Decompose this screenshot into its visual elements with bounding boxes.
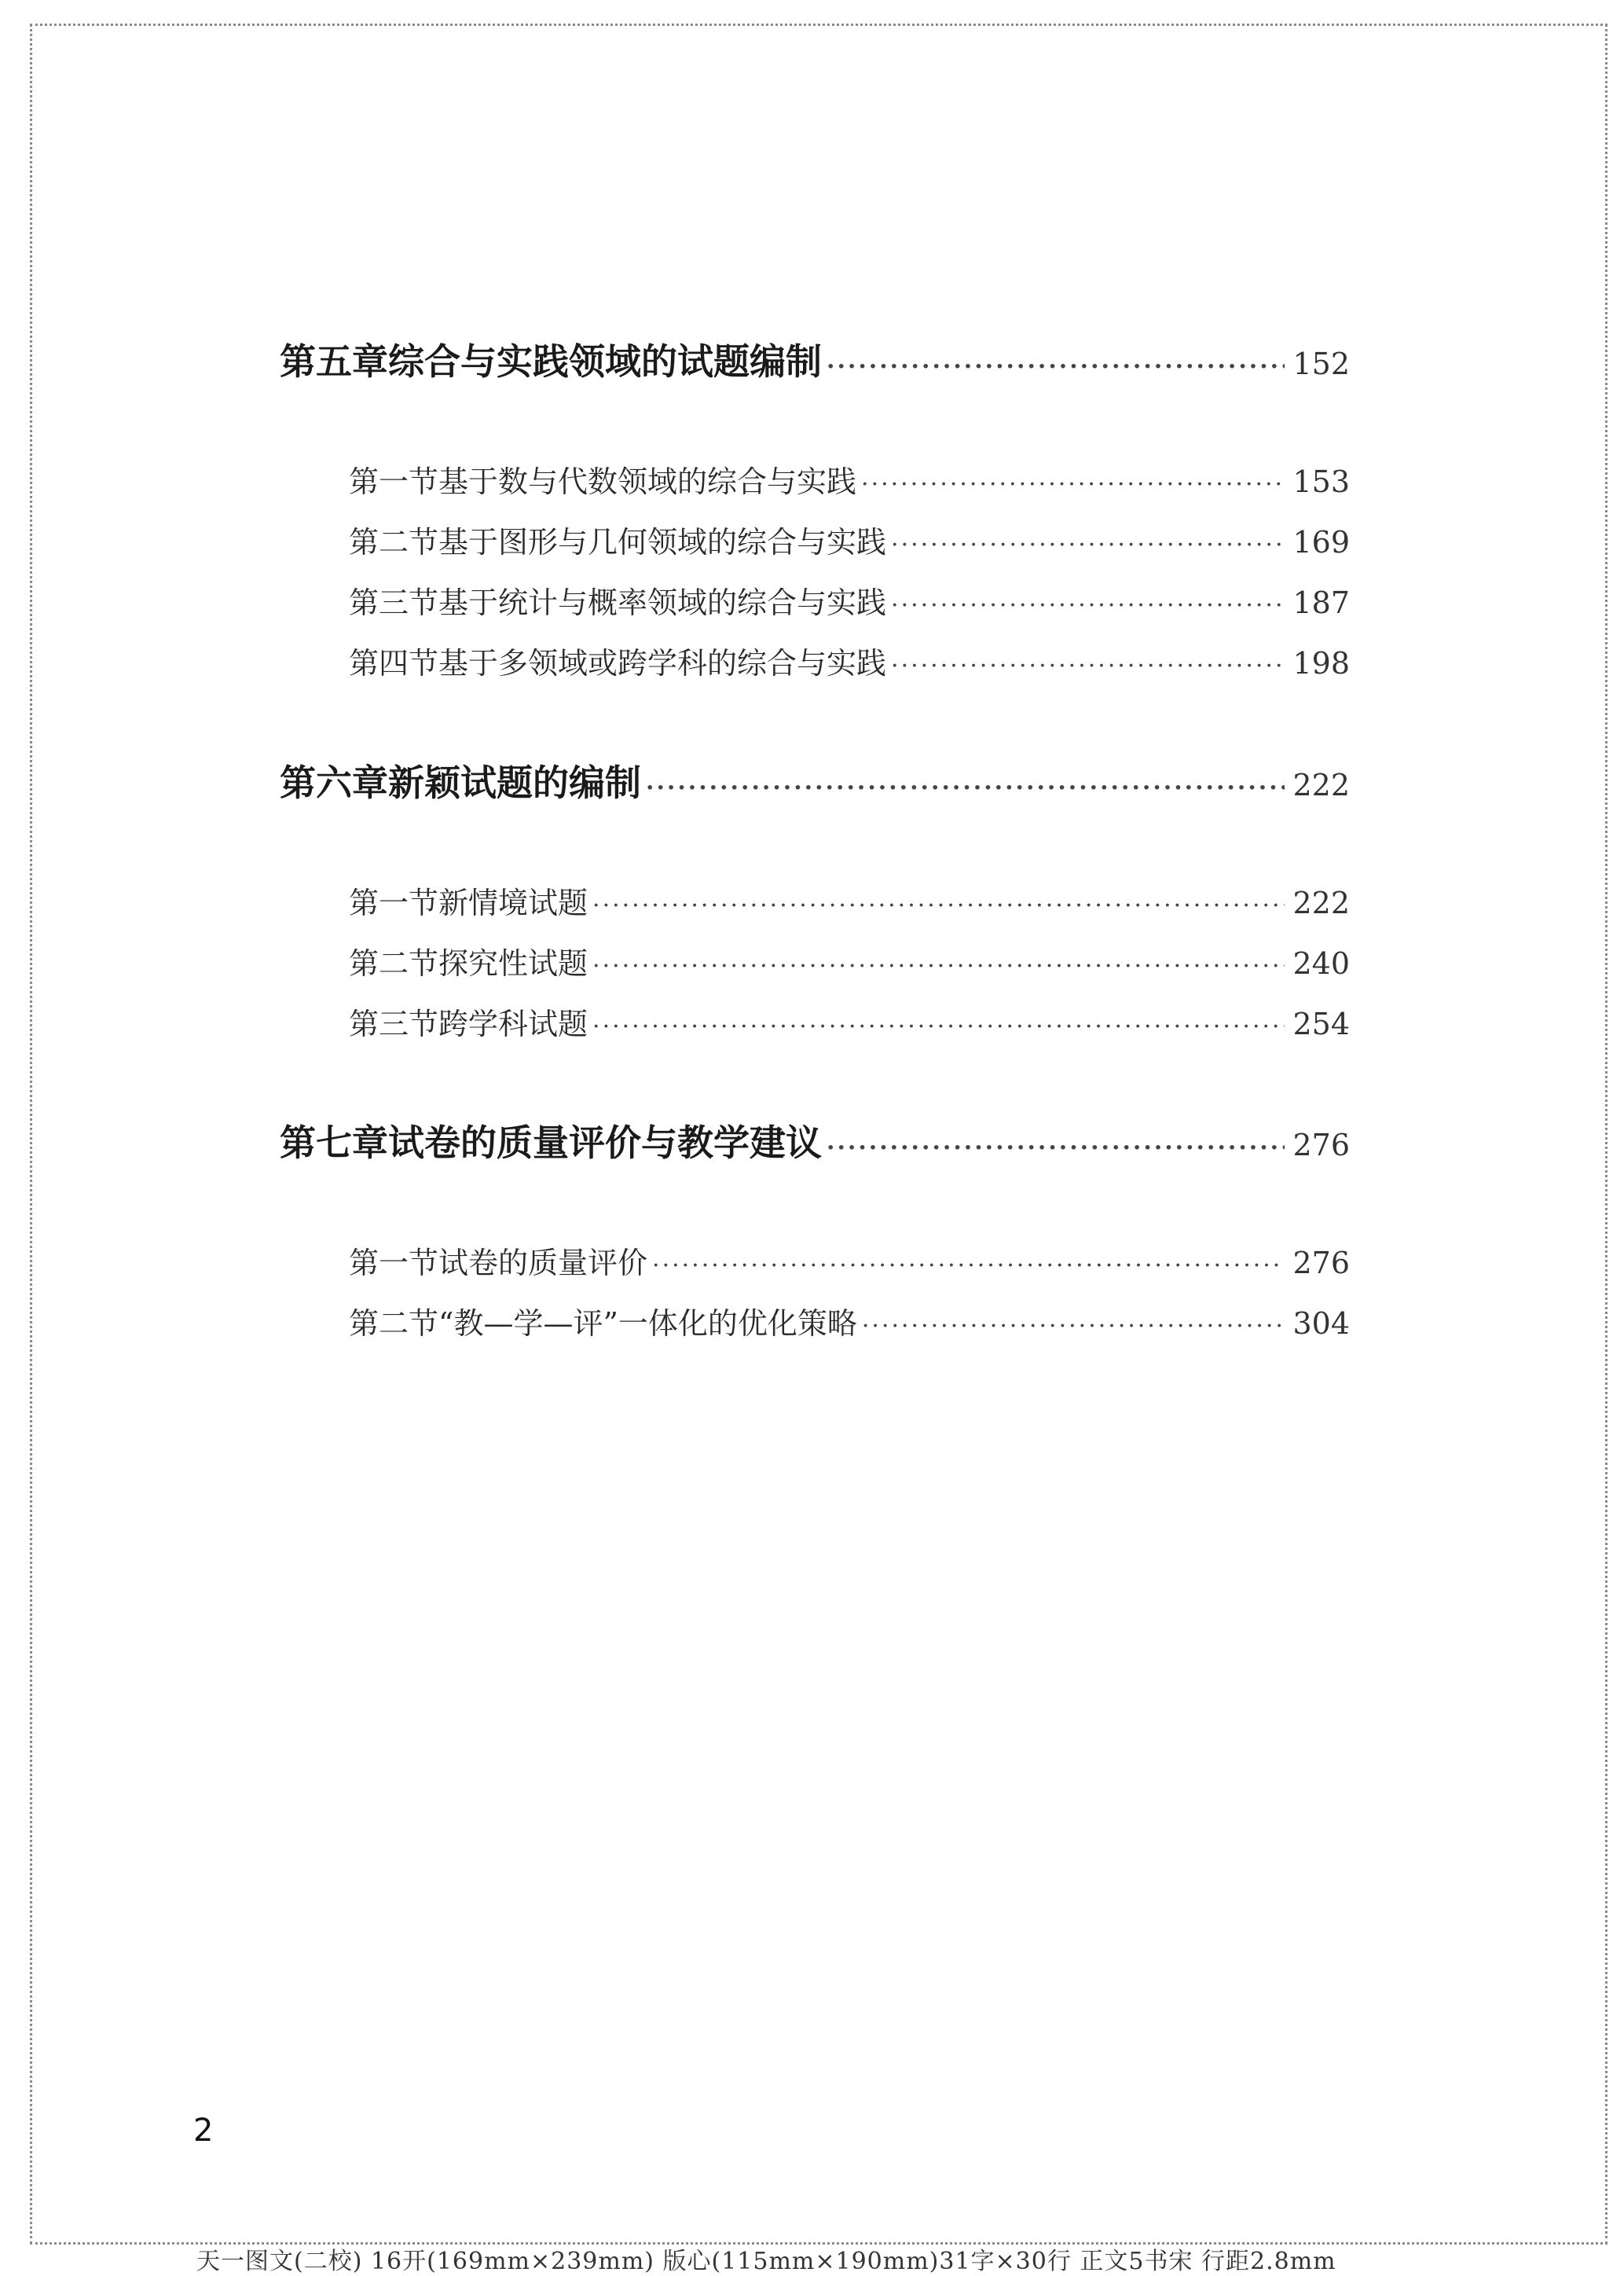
- section-label: 第二节: [349, 525, 439, 560]
- toc-section-6-1[interactable]: [280, 879, 1350, 922]
- section-title: 基于图形与几何领域的综合与实践: [438, 525, 887, 560]
- toc-section-5-4[interactable]: [280, 639, 1350, 682]
- section-page-number: 240: [1292, 946, 1350, 981]
- dot-leader: [827, 353, 1285, 380]
- dot-leader: [592, 953, 1285, 980]
- dot-leader: [891, 652, 1285, 680]
- toc-chapter-7[interactable]: [280, 1114, 1350, 1166]
- section-page-number: 222: [1292, 886, 1350, 920]
- dot-leader: [827, 1134, 1285, 1162]
- section-label: 第二节: [349, 1306, 439, 1341]
- dot-leader: [891, 531, 1285, 559]
- chapter-title: 试卷的质量评价与教学建议: [388, 1121, 822, 1164]
- toc-section-6-3[interactable]: [280, 1000, 1350, 1043]
- toc-section-6-2[interactable]: [280, 939, 1350, 982]
- chapter-page-number: 276: [1292, 1128, 1350, 1162]
- chapter-label: 第六章: [280, 762, 388, 804]
- section-label: 第三节: [349, 1007, 439, 1041]
- dot-leader: [891, 592, 1285, 619]
- section-title: 基于数与代数领域的综合与实践: [438, 464, 857, 499]
- print-spec-footer: 天一图文(二校) 16开(169mm×239mm) 版心(115mm×190mm)31字×30行 正文5书宋 行距2.8mm: [196, 2248, 1336, 2275]
- chapter-page-number: 222: [1292, 768, 1350, 802]
- section-title: 跨学科试题: [438, 1007, 588, 1041]
- section-title: 基于多领域或跨学科的综合与实践: [438, 646, 887, 681]
- section-label: 第一节: [349, 464, 439, 499]
- toc-section-7-2[interactable]: [280, 1299, 1350, 1342]
- toc-section-5-2[interactable]: [280, 518, 1350, 561]
- toc-section-5-1[interactable]: [280, 457, 1350, 501]
- section-page-number: 187: [1292, 586, 1350, 620]
- chapter-title: 综合与实践领域的试题编制: [388, 340, 822, 383]
- toc-chapter-6[interactable]: [280, 754, 1350, 806]
- page-number: 2: [193, 2113, 214, 2149]
- chapter-label: 第五章: [280, 340, 388, 383]
- dot-leader: [592, 892, 1285, 920]
- toc-section-7-1[interactable]: [280, 1239, 1350, 1282]
- toc-chapter-5[interactable]: [280, 333, 1350, 385]
- section-page-number: 169: [1292, 525, 1350, 560]
- toc-section-5-3[interactable]: [280, 578, 1350, 622]
- section-page-number: 153: [1292, 464, 1350, 499]
- section-title: 基于统计与概率领域的综合与实践: [438, 586, 887, 620]
- dot-leader: [592, 1013, 1285, 1041]
- section-label: 第一节: [349, 886, 439, 920]
- section-title: “教—学—评”一体化的优化策略: [438, 1306, 857, 1341]
- chapter-label: 第七章: [280, 1121, 388, 1164]
- section-label: 第一节: [349, 1246, 439, 1280]
- dot-leader: [862, 1312, 1285, 1340]
- dot-leader: [652, 1252, 1285, 1279]
- section-title: 探究性试题: [438, 946, 588, 981]
- dot-leader: [646, 774, 1285, 802]
- section-title: 试卷的质量评价: [438, 1246, 648, 1280]
- section-label: 第二节: [349, 946, 439, 981]
- section-page-number: 276: [1292, 1246, 1350, 1280]
- section-label: 第四节: [349, 646, 439, 681]
- section-page-number: 304: [1292, 1306, 1350, 1341]
- dot-leader: [861, 471, 1285, 498]
- section-title: 新情境试题: [438, 886, 588, 920]
- chapter-title: 新颖试题的编制: [388, 762, 641, 804]
- section-label: 第三节: [349, 586, 439, 620]
- chapter-page-number: 152: [1292, 347, 1350, 381]
- section-page-number: 254: [1292, 1007, 1350, 1041]
- section-page-number: 198: [1292, 646, 1350, 681]
